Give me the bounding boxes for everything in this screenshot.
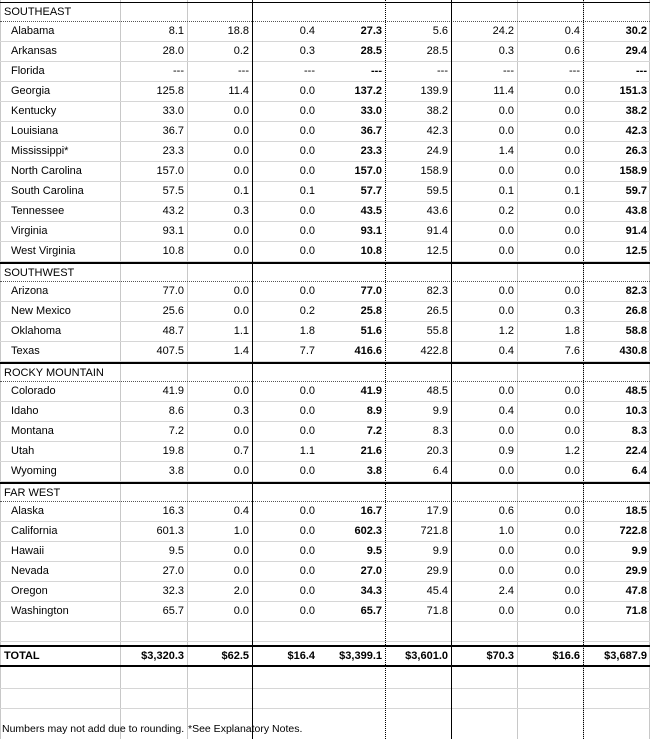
value-cell: 41.9 — [162, 385, 184, 397]
total-cell: $16.4 — [287, 650, 315, 662]
value-cell: 25.6 — [162, 305, 184, 317]
value-cell: 0.0 — [498, 305, 514, 317]
subtotal-cell: 58.8 — [625, 325, 647, 337]
value-cell: 57.5 — [162, 185, 184, 197]
value-cell: 65.7 — [162, 605, 184, 617]
subtotal-cell: 21.6 — [360, 445, 382, 457]
subtotal-cell: 30.2 — [625, 25, 647, 37]
value-cell: 0.0 — [498, 465, 514, 477]
value-cell: --- — [238, 65, 249, 77]
value-cell: 0.0 — [299, 405, 315, 417]
value-cell: 29.9 — [426, 565, 448, 577]
subtotal-cell: 34.3 — [360, 585, 382, 597]
value-cell: 0.2 — [299, 305, 315, 317]
total-cell: $3,320.3 — [141, 650, 184, 662]
subtotal-cell: 25.8 — [360, 305, 382, 317]
value-cell: 0.3 — [233, 405, 249, 417]
subtotal-cell: 158.9 — [619, 165, 647, 177]
subtotal-cell: 43.8 — [625, 205, 647, 217]
value-cell: 0.2 — [233, 45, 249, 57]
subtotal-cell: 65.7 — [360, 605, 382, 617]
value-cell: 0.0 — [233, 225, 249, 237]
value-cell: 0.0 — [233, 385, 249, 397]
table-row — [0, 602, 650, 622]
value-cell: --- — [503, 65, 514, 77]
value-cell: 0.0 — [233, 245, 249, 257]
value-cell: 82.3 — [426, 285, 448, 297]
state-name: Colorado — [11, 385, 56, 397]
value-cell: 1.2 — [564, 445, 580, 457]
value-cell: 9.9 — [432, 545, 448, 557]
table-row — [0, 42, 650, 62]
table-row — [0, 402, 650, 422]
value-cell: 7.7 — [299, 345, 315, 357]
region-header-row — [0, 362, 650, 382]
value-cell: 28.5 — [426, 45, 448, 57]
value-cell: 8.6 — [168, 405, 184, 417]
subtotal-cell: 33.0 — [360, 105, 382, 117]
value-cell: 3.8 — [168, 465, 184, 477]
value-cell: 10.8 — [162, 245, 184, 257]
subtotal-cell: 59.7 — [625, 185, 647, 197]
subtotal-cell: 77.0 — [360, 285, 382, 297]
value-cell: 8.3 — [432, 425, 448, 437]
value-cell: 0.0 — [498, 565, 514, 577]
value-cell: 0.0 — [233, 105, 249, 117]
value-cell: 12.5 — [426, 245, 448, 257]
value-cell: 0.0 — [498, 425, 514, 437]
subtotal-cell: 22.4 — [625, 445, 647, 457]
value-cell: 23.3 — [162, 145, 184, 157]
state-name: Kentucky — [11, 105, 57, 117]
table-row — [0, 502, 650, 522]
table-row — [0, 182, 650, 202]
subtotal-cell: 43.5 — [360, 205, 382, 217]
value-cell: 91.4 — [426, 225, 448, 237]
table-row — [0, 422, 650, 442]
value-cell: 24.9 — [426, 145, 448, 157]
value-cell: 7.6 — [564, 345, 580, 357]
value-cell: 0.4 — [498, 345, 514, 357]
blank-row — [0, 622, 650, 642]
subtotal-cell: 28.5 — [360, 45, 382, 57]
table-row — [0, 222, 650, 242]
value-cell: 0.4 — [233, 505, 249, 517]
value-cell: 0.0 — [564, 165, 580, 177]
value-cell: 0.0 — [564, 425, 580, 437]
state-name: Florida — [11, 65, 45, 77]
state-name: West Virginia — [11, 245, 76, 257]
value-cell: 43.2 — [162, 205, 184, 217]
value-cell: 0.0 — [498, 385, 514, 397]
table-row — [0, 342, 650, 362]
column-divider — [252, 0, 253, 739]
table-row — [0, 582, 650, 602]
subtotal-cell: 57.7 — [360, 185, 382, 197]
value-cell: 0.6 — [498, 505, 514, 517]
value-cell: 0.0 — [498, 605, 514, 617]
value-cell: 0.0 — [233, 565, 249, 577]
table-row — [0, 562, 650, 582]
value-cell: 18.8 — [227, 25, 249, 37]
value-cell: 0.0 — [299, 85, 315, 97]
value-cell: 9.5 — [168, 545, 184, 557]
value-cell: 601.3 — [156, 525, 184, 537]
state-name: California — [11, 525, 58, 537]
value-cell: 0.0 — [498, 245, 514, 257]
value-cell: 0.1 — [299, 185, 315, 197]
value-cell: 11.4 — [228, 85, 249, 97]
table-row — [0, 162, 650, 182]
subtotal-cell: 8.3 — [631, 425, 647, 437]
state-name: Texas — [11, 345, 40, 357]
state-name: Mississippi* — [11, 145, 69, 157]
value-cell: 1.8 — [299, 325, 315, 337]
value-cell: 43.6 — [426, 205, 448, 217]
value-cell: 26.5 — [426, 305, 448, 317]
value-cell: 42.3 — [426, 125, 448, 137]
table-row — [0, 462, 650, 482]
table-row — [0, 242, 650, 262]
value-cell: 1.4 — [233, 345, 249, 357]
value-cell: 0.2 — [498, 205, 514, 217]
value-cell: 0.0 — [233, 425, 249, 437]
table-row — [0, 102, 650, 122]
explanatory-note: *See Explanatory Notes. — [188, 723, 303, 735]
value-cell: 0.0 — [299, 605, 315, 617]
value-cell: 0.0 — [299, 125, 315, 137]
table-row — [0, 142, 650, 162]
subtotal-cell: 7.2 — [366, 425, 382, 437]
value-cell: 0.0 — [564, 585, 580, 597]
value-cell: 0.1 — [233, 185, 249, 197]
value-cell: 55.8 — [426, 325, 448, 337]
state-name: Hawaii — [11, 545, 45, 557]
table-row — [0, 322, 650, 342]
table-row — [0, 122, 650, 142]
state-name: Arkansas — [11, 45, 57, 57]
value-cell: 0.0 — [564, 85, 580, 97]
subtotal-cell: 10.3 — [625, 405, 647, 417]
subtotal-cell: 47.8 — [625, 585, 647, 597]
value-cell: 0.0 — [498, 165, 514, 177]
value-cell: 0.0 — [498, 225, 514, 237]
value-cell: 1.1 — [233, 325, 249, 337]
state-name: Louisiana — [11, 125, 59, 137]
value-cell: 11.4 — [493, 85, 514, 97]
subtotal-cell: --- — [371, 65, 382, 77]
value-cell: 0.0 — [564, 225, 580, 237]
column-divider — [451, 0, 452, 739]
value-cell: 36.7 — [162, 125, 184, 137]
subtotal-cell: --- — [636, 65, 647, 77]
value-cell: 125.8 — [156, 85, 184, 97]
value-cell: 77.0 — [162, 285, 184, 297]
blank-row — [0, 669, 650, 689]
value-cell: --- — [569, 65, 580, 77]
value-cell: 0.4 — [498, 405, 514, 417]
state-name: North Carolina — [11, 165, 82, 177]
state-name: Alaska — [11, 505, 45, 517]
state-name: Wyoming — [11, 465, 57, 477]
value-cell: 48.5 — [426, 385, 448, 397]
value-cell: 0.0 — [233, 605, 249, 617]
subtotal-cell: 71.8 — [625, 605, 647, 617]
subtotal-cell: 29.4 — [625, 45, 647, 57]
value-cell: 139.9 — [420, 85, 448, 97]
value-cell: --- — [173, 65, 184, 77]
value-cell: 24.2 — [492, 25, 514, 37]
value-cell: 71.8 — [426, 605, 448, 617]
value-cell: 1.8 — [564, 325, 580, 337]
blank-row — [0, 689, 650, 709]
table-row — [0, 202, 650, 222]
value-cell: 33.0 — [162, 105, 184, 117]
subtotal-cell: 8.9 — [366, 405, 382, 417]
value-cell: 1.0 — [233, 525, 249, 537]
value-cell: 0.0 — [233, 285, 249, 297]
value-cell: 1.1 — [299, 445, 315, 457]
value-cell: 0.6 — [564, 45, 580, 57]
value-cell: 0.4 — [564, 25, 580, 37]
table-row — [0, 382, 650, 402]
total-cell: $3,687.9 — [604, 650, 647, 662]
subtotal-cell: 27.0 — [360, 565, 382, 577]
value-cell: 0.3 — [233, 205, 249, 217]
value-cell: 5.6 — [432, 25, 448, 37]
value-cell: 0.0 — [564, 605, 580, 617]
subtotal-cell: 93.1 — [360, 225, 382, 237]
value-cell: 0.0 — [564, 205, 580, 217]
value-cell: 0.0 — [233, 145, 249, 157]
value-cell: 0.0 — [498, 285, 514, 297]
state-name: Washington — [11, 605, 69, 617]
subtotal-cell: 3.8 — [366, 465, 382, 477]
region-name: SOUTHEAST — [4, 6, 72, 18]
column-divider — [385, 0, 386, 739]
state-name: Arizona — [11, 285, 49, 297]
value-cell: 0.0 — [564, 285, 580, 297]
total-cell: $62.5 — [221, 650, 249, 662]
total-row — [0, 645, 650, 667]
value-cell: 0.0 — [299, 425, 315, 437]
value-cell: 28.0 — [162, 45, 184, 57]
subtotal-cell: 722.8 — [619, 525, 647, 537]
value-cell: 0.0 — [564, 565, 580, 577]
column-divider — [583, 0, 584, 739]
value-cell: 0.0 — [233, 465, 249, 477]
total-label: TOTAL — [4, 650, 40, 662]
state-name: Tennessee — [11, 205, 65, 217]
state-name: Oregon — [11, 585, 48, 597]
region-name: ROCKY MOUNTAIN — [4, 367, 104, 379]
value-cell: 0.0 — [564, 525, 580, 537]
subtotal-cell: 151.3 — [619, 85, 647, 97]
table-row — [0, 442, 650, 462]
state-name: Idaho — [11, 405, 39, 417]
region-header-row — [0, 2, 650, 22]
value-cell: 0.1 — [564, 185, 580, 197]
total-cell: $16.6 — [552, 650, 580, 662]
subtotal-cell: 157.0 — [354, 165, 382, 177]
subtotal-cell: 9.5 — [366, 545, 382, 557]
value-cell: 16.3 — [162, 505, 184, 517]
subtotal-cell: 602.3 — [354, 525, 382, 537]
subtotal-cell: 48.5 — [625, 385, 647, 397]
value-cell: 1.2 — [498, 325, 514, 337]
value-cell: 0.0 — [564, 105, 580, 117]
subtotal-cell: 38.2 — [625, 105, 647, 117]
value-cell: --- — [304, 65, 315, 77]
subtotal-cell: 416.6 — [354, 345, 382, 357]
table-row — [0, 82, 650, 102]
subtotal-cell: 23.3 — [360, 145, 382, 157]
subtotal-cell: 42.3 — [625, 125, 647, 137]
table-row — [0, 302, 650, 322]
state-name: South Carolina — [11, 185, 84, 197]
value-cell: 0.0 — [299, 145, 315, 157]
value-cell: 0.0 — [299, 165, 315, 177]
region-name: SOUTHWEST — [4, 267, 75, 279]
value-cell: 0.0 — [299, 105, 315, 117]
value-cell: 0.0 — [564, 125, 580, 137]
subtotal-cell: 16.7 — [360, 505, 382, 517]
region-name: FAR WEST — [4, 487, 61, 499]
value-cell: 0.0 — [299, 585, 315, 597]
value-cell: 20.3 — [426, 445, 448, 457]
value-cell: 0.7 — [233, 445, 249, 457]
state-name: Oklahoma — [11, 325, 62, 337]
value-cell: 721.8 — [420, 525, 448, 537]
value-cell: 0.0 — [299, 525, 315, 537]
subtotal-cell: 26.3 — [625, 145, 647, 157]
region-header-row — [0, 482, 650, 502]
value-cell: 17.9 — [426, 505, 448, 517]
value-cell: 0.0 — [498, 545, 514, 557]
value-cell: 0.0 — [564, 385, 580, 397]
value-cell: 27.0 — [162, 565, 184, 577]
table-row — [0, 282, 650, 302]
subtotal-cell: 10.8 — [360, 245, 382, 257]
value-cell: 0.0 — [233, 165, 249, 177]
value-cell: 1.0 — [498, 525, 514, 537]
state-name: Virginia — [11, 225, 48, 237]
value-cell: 407.5 — [156, 345, 184, 357]
value-cell: 0.0 — [564, 405, 580, 417]
value-cell: 7.2 — [168, 425, 184, 437]
value-cell: 6.4 — [432, 465, 448, 477]
total-cell: $3,601.0 — [405, 650, 448, 662]
table-row — [0, 522, 650, 542]
state-name: Alabama — [11, 25, 55, 37]
value-cell: 0.0 — [564, 245, 580, 257]
value-cell: --- — [437, 65, 448, 77]
value-cell: 0.0 — [299, 245, 315, 257]
value-cell: 0.3 — [564, 305, 580, 317]
value-cell: 158.9 — [420, 165, 448, 177]
subtotal-cell: 6.4 — [631, 465, 647, 477]
value-cell: 0.0 — [498, 105, 514, 117]
state-name: Utah — [11, 445, 35, 457]
subtotal-cell: 41.9 — [360, 385, 382, 397]
value-cell: 1.4 — [498, 145, 514, 157]
table-row — [0, 62, 650, 82]
subtotal-cell: 18.5 — [625, 505, 647, 517]
subtotal-cell: 9.9 — [631, 545, 647, 557]
value-cell: 0.3 — [299, 45, 315, 57]
state-name: New Mexico — [11, 305, 71, 317]
value-cell: 0.0 — [564, 545, 580, 557]
value-cell: 0.0 — [299, 285, 315, 297]
value-cell: 93.1 — [162, 225, 184, 237]
subtotal-cell: 12.5 — [625, 245, 647, 257]
subtotal-cell: 51.6 — [360, 325, 382, 337]
value-cell: 422.8 — [420, 345, 448, 357]
subtotal-cell: 26.8 — [625, 305, 647, 317]
value-cell: 0.0 — [299, 545, 315, 557]
region-header-row — [0, 262, 650, 282]
subtotal-cell: 27.3 — [360, 25, 382, 37]
value-cell: 0.0 — [299, 385, 315, 397]
value-cell: 32.3 — [162, 585, 184, 597]
value-cell: 0.0 — [299, 205, 315, 217]
value-cell: 0.3 — [498, 45, 514, 57]
total-cell: $3,399.1 — [339, 650, 382, 662]
table-row — [0, 22, 650, 42]
value-cell: 2.0 — [233, 585, 249, 597]
value-cell: 48.7 — [162, 325, 184, 337]
state-name: Montana — [11, 425, 54, 437]
rounding-note: Numbers may not add due to rounding. — [2, 723, 185, 735]
value-cell: 0.0 — [299, 465, 315, 477]
value-cell: 45.4 — [426, 585, 448, 597]
subtotal-cell: 82.3 — [625, 285, 647, 297]
value-cell: 0.0 — [299, 565, 315, 577]
value-cell: 0.0 — [233, 305, 249, 317]
value-cell: 0.0 — [564, 465, 580, 477]
total-cell: $70.3 — [486, 650, 514, 662]
value-cell: 0.0 — [564, 505, 580, 517]
value-cell: 0.4 — [299, 25, 315, 37]
subtotal-cell: 137.2 — [354, 85, 382, 97]
value-cell: 0.0 — [299, 505, 315, 517]
value-cell: 157.0 — [156, 165, 184, 177]
state-name: Georgia — [11, 85, 51, 97]
value-cell: 2.4 — [498, 585, 514, 597]
value-cell: 0.9 — [498, 445, 514, 457]
state-name: Nevada — [11, 565, 49, 577]
value-cell: 38.2 — [426, 105, 448, 117]
subtotal-cell: 430.8 — [619, 345, 647, 357]
subtotal-cell: 29.9 — [625, 565, 647, 577]
value-cell: 0.0 — [498, 125, 514, 137]
value-cell: 0.0 — [233, 125, 249, 137]
subtotal-cell: 36.7 — [360, 125, 382, 137]
value-cell: 0.1 — [498, 185, 514, 197]
value-cell: 0.0 — [233, 545, 249, 557]
value-cell: 0.0 — [299, 225, 315, 237]
value-cell: 8.1 — [168, 25, 184, 37]
table-row — [0, 542, 650, 562]
value-cell: 59.5 — [426, 185, 448, 197]
subtotal-cell: 91.4 — [625, 225, 647, 237]
value-cell: 0.0 — [564, 145, 580, 157]
value-cell: 19.8 — [162, 445, 184, 457]
value-cell: 9.9 — [432, 405, 448, 417]
